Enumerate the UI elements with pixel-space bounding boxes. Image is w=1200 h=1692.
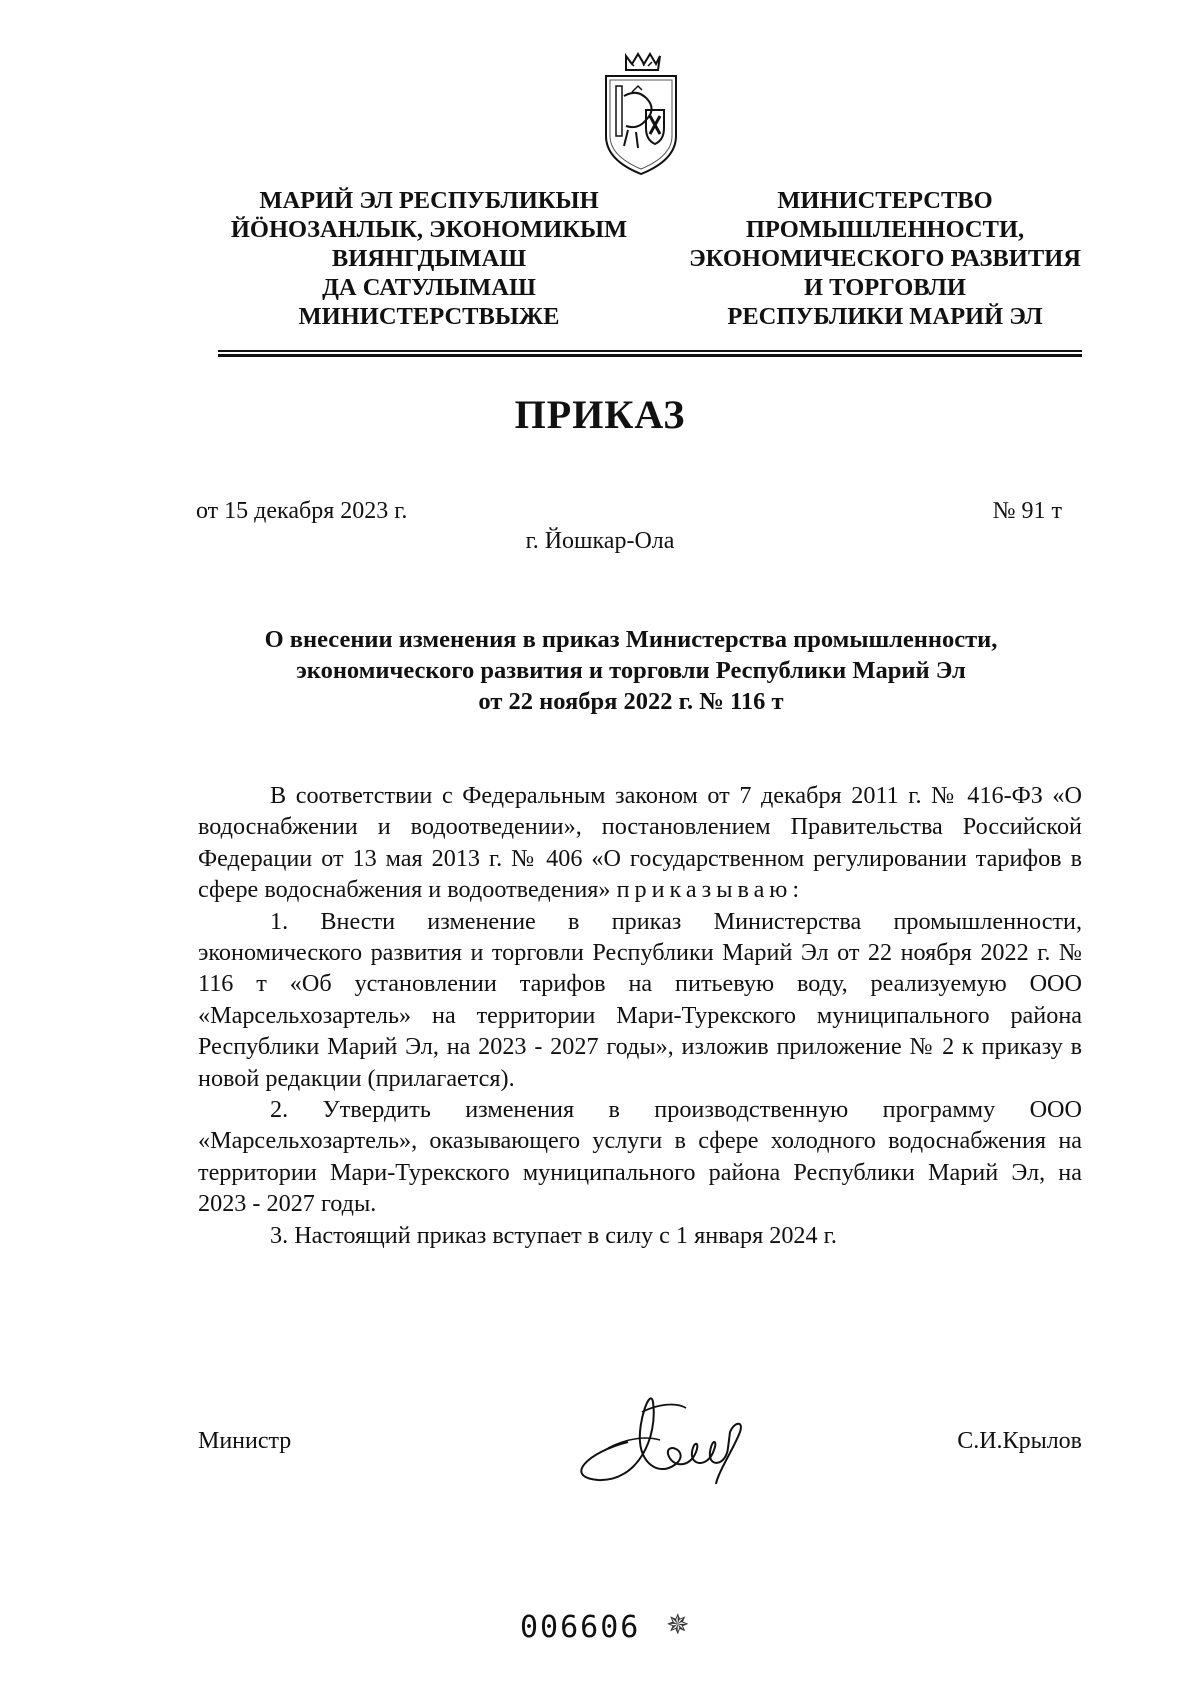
document-subject (196, 624, 1066, 717)
preamble-text: В соответствии с Федеральным законом от 7 декабря 2011 г. № 416-ФЗ «О водоснабжении и водоотведении», постановлением Правительства Российской Федерации от 13 мая 2013 г. № 406 «О государственном регулировании тарифов в сфере водоснабжения и водоотведения» (198, 782, 1082, 904)
header-right-line: МИНИСТЕРСТВО (777, 187, 993, 214)
item-1: 1. Внести изменение в приказ Министерства промышленности, экономического развития и торговли Республики Марий Эл от 22 ноября 2022 г. № 116 т «Об установлении тарифов на питьевую воду, реализуемую ООО «Марсельхозартель» на территории Мари-Турекского муниципального района Республики Марий Эл, на 2023 - 2027 годы», изложив приложение № 2 к приказу в новой редакции (прилагается). (198, 907, 1082, 1092)
header-left-line: ВИЯНГДЫМАШ (331, 245, 527, 272)
header-left-line: МАРИЙ ЭЛ РЕСПУБЛИКЫН (259, 187, 599, 214)
header-left-line: ДА САТУЛЫМАШ (322, 274, 536, 301)
header-divider (218, 350, 1082, 352)
document-number: № 91 т (992, 498, 1062, 524)
document-city: г. Йошкар-Ола (525, 528, 675, 554)
header-right-line: И ТОРГОВЛИ (804, 274, 966, 301)
document-body (198, 780, 1082, 1251)
header-right-line: РЕСПУБЛИКИ МАРИЙ ЭЛ (727, 303, 1043, 330)
subject-line: экономического развития и торговли Республики Марий Эл (296, 657, 966, 684)
subject-line: О внесении изменения в приказ Министерства промышленности, (264, 626, 998, 653)
handwritten-signature (568, 1382, 788, 1492)
asterisk-mark-icon: ✵ (666, 1610, 690, 1641)
header-left-line: МИНИСТЕРСТВЫЖЕ (298, 303, 560, 330)
document-title: ПРИКАЗ (514, 392, 686, 437)
header-left-line: ЙӦНОЗАНЛЫК, ЭКОНОМИКЫМ (230, 216, 628, 243)
subject-line: от 22 ноября 2022 г. № 116 т (478, 688, 784, 715)
document-date: от 15 декабря 2023 г. (196, 498, 408, 524)
order-word: приказываю: (616, 876, 805, 904)
header-divider-thick (218, 354, 1082, 357)
coat-of-arms-icon (596, 52, 686, 182)
header-right-block (670, 186, 1100, 331)
preamble-paragraph (198, 780, 1082, 906)
item-3: 3. Настоящий приказ вступает в силу с 1 января 2024 г. (270, 1221, 837, 1249)
serial-number: 006606 (520, 1610, 641, 1645)
signer-name: С.И.Крылов (957, 1428, 1082, 1454)
item-2: 2. Утвердить изменения в производственную программу ООО «Марсельхозартель», оказывающего услуги в сфере холодного водоснабжения на территории Мари-Турекского муниципального района Республики Марий Эл, на 2023 - 2027 годы. (198, 1096, 1082, 1218)
header-right-line: ЭКОНОМИЧЕСКОГО РАЗВИТИЯ (689, 245, 1081, 272)
signer-position: Министр (198, 1428, 292, 1454)
header-left-block (220, 186, 638, 331)
header-right-line: ПРОМЫШЛЕННОСТИ, (745, 216, 1025, 243)
